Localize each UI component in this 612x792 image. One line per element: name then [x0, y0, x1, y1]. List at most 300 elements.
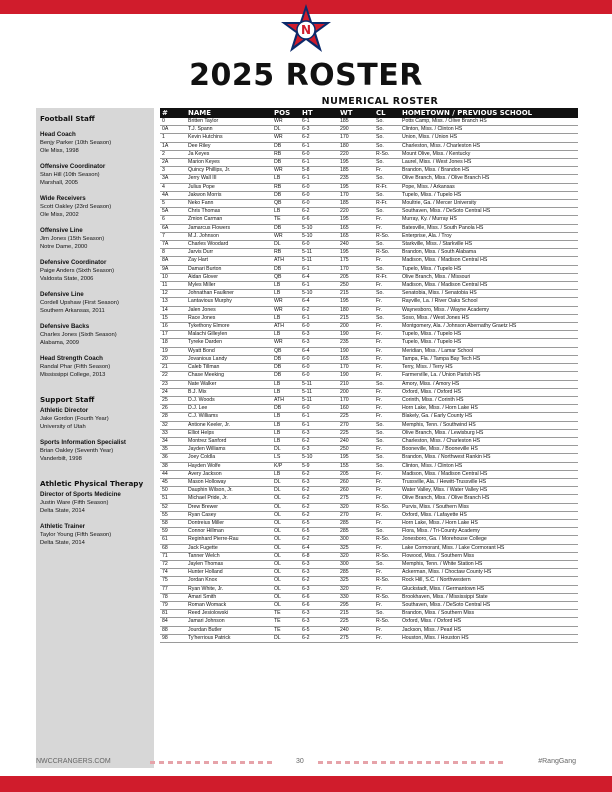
cell-position: TE: [272, 216, 300, 224]
table-row: [160, 626, 578, 634]
cell-class: R-So.: [374, 577, 400, 585]
cell-class: R-Fr.: [374, 183, 400, 191]
football-staff-heading: Football Staff: [40, 114, 95, 123]
cell-position: TE: [272, 618, 300, 626]
col-class: CL: [376, 109, 386, 117]
cell-height: 6-2: [300, 306, 338, 314]
cell-class: Fr.: [374, 323, 400, 331]
numerical-roster-table: [160, 108, 578, 643]
cell-number: 16: [160, 323, 186, 331]
cell-class: R-So.: [374, 249, 400, 257]
table-row: [160, 569, 578, 577]
cell-weight: 295: [338, 601, 374, 609]
table-row: [160, 552, 578, 560]
cell-class: So.: [374, 610, 400, 618]
cell-class: Fr.: [374, 487, 400, 495]
logo-letter: N: [300, 23, 312, 37]
cell-height: 6-1: [300, 118, 338, 126]
cell-number: 45: [160, 478, 186, 486]
cell-height: 6-0: [300, 323, 338, 331]
cell-class: Fr.: [374, 224, 400, 232]
cell-number: 2A: [160, 159, 186, 167]
cell-number: 23: [160, 380, 186, 388]
staff-role: Wide Receivers: [40, 195, 86, 202]
cell-number: 35: [160, 446, 186, 454]
table-row: [160, 437, 578, 445]
table-row: [160, 364, 578, 372]
cell-hometown: Tupelo, Miss. / Tupelo HS: [400, 191, 578, 199]
table-row: [160, 634, 578, 642]
cell-height: 6-2: [300, 536, 338, 544]
cell-position: LB: [272, 470, 300, 478]
cell-hometown: Meridian, Miss. / Lamar School: [400, 347, 578, 355]
table-row: [160, 200, 578, 208]
cell-number: 72: [160, 560, 186, 568]
cell-position: K/P: [272, 462, 300, 470]
footer-dash: [168, 761, 173, 764]
cell-height: 6-0: [300, 241, 338, 249]
cell-height: 6-3: [300, 478, 338, 486]
cell-weight: 185: [338, 167, 374, 175]
footer-dash: [381, 761, 386, 764]
cell-height: 6-0: [300, 364, 338, 372]
table-row: [160, 405, 578, 413]
cell-number: 74: [160, 569, 186, 577]
cell-name: D.J. Woods: [186, 396, 272, 404]
cell-hometown: Blakely, Ga. / Early County HS: [400, 413, 578, 421]
cell-height: 6-2: [300, 511, 338, 519]
cell-position: ATH: [272, 257, 300, 265]
cell-number: 84: [160, 618, 186, 626]
table-row: [160, 560, 578, 568]
table-row: [160, 167, 578, 175]
staff-name: Randal Phar (Fifth Season): [40, 364, 111, 370]
page-number: 30: [296, 758, 304, 765]
cell-number: 24: [160, 388, 186, 396]
cell-name: Dee Riley: [186, 142, 272, 150]
cell-height: 5-10: [300, 224, 338, 232]
table-row: [160, 585, 578, 593]
cell-number: 55: [160, 511, 186, 519]
cell-name: Race Jones: [186, 314, 272, 322]
cell-name: Tykethony Elmore: [186, 323, 272, 331]
footer-dash: [204, 761, 209, 764]
cell-number: 78: [160, 593, 186, 601]
table-row: [160, 118, 578, 126]
cell-number: 18: [160, 339, 186, 347]
staff-role: Defensive Backs: [40, 323, 90, 330]
cell-hometown: Rock Hill, S.C. / Northwestern: [400, 577, 578, 585]
roster-subtitle: NUMERICAL ROSTER: [321, 96, 439, 107]
cell-weight: 165: [338, 355, 374, 363]
cell-number: 61: [160, 536, 186, 544]
staff-role: Head Coach: [40, 131, 76, 138]
cell-hometown: Brandon, Miss. / Brandon HS: [400, 167, 578, 175]
cell-weight: 320: [338, 552, 374, 560]
staff-detail: Marshall, 2005: [40, 180, 79, 186]
table-row: [160, 478, 578, 486]
cell-class: Fr.: [374, 478, 400, 486]
cell-weight: 220: [338, 150, 374, 158]
cell-position: LB: [272, 290, 300, 298]
cell-number: 9A: [160, 265, 186, 273]
cell-class: R-Fr.: [374, 273, 400, 281]
cell-class: Fr.: [374, 257, 400, 265]
staff-name: Brian Oakley (Seventh Year): [40, 448, 114, 454]
table-row: [160, 208, 578, 216]
table-row: [160, 511, 578, 519]
athletic-physical-therapy-heading: Athletic Physical Therapy: [40, 479, 144, 488]
cell-position: OL: [272, 511, 300, 519]
cell-weight: 195: [338, 216, 374, 224]
cell-class: So.: [374, 208, 400, 216]
cell-height: 6-4: [300, 347, 338, 355]
cell-hometown: Gluckstadt, Miss. / Germantown HS: [400, 585, 578, 593]
cell-hometown: Oxford, Miss. / Oxford HS: [400, 388, 578, 396]
staff-role: Athletic Trainer: [40, 523, 86, 530]
cell-number: 10: [160, 273, 186, 281]
cell-height: 6-1: [300, 413, 338, 421]
cell-weight: 285: [338, 528, 374, 536]
cell-number: 52: [160, 503, 186, 511]
cell-hometown: Amory, Miss. / Amory HS: [400, 380, 578, 388]
cell-height: 6-2: [300, 495, 338, 503]
cell-weight: 225: [338, 618, 374, 626]
cell-class: So.: [374, 142, 400, 150]
footer-dash: [426, 761, 431, 764]
cell-number: 6A: [160, 224, 186, 232]
cell-height: 5-11: [300, 249, 338, 257]
footer-dash: [336, 761, 341, 764]
footer-dash: [318, 761, 323, 764]
cell-name: Tyreke Darden: [186, 339, 272, 347]
cell-weight: 185: [338, 200, 374, 208]
table-row: [160, 216, 578, 224]
table-row: [160, 232, 578, 240]
table-row: [160, 265, 578, 273]
cell-number: 36: [160, 454, 186, 462]
footer-dash: [444, 761, 449, 764]
cell-weight: 165: [338, 224, 374, 232]
cell-hometown: Clinton, Miss. / Clinton HS: [400, 462, 578, 470]
staff-detail: Southern Arkansas, 2011: [40, 308, 105, 314]
cell-weight: 330: [338, 593, 374, 601]
cell-number: 25: [160, 396, 186, 404]
cell-class: So.: [374, 126, 400, 134]
cell-height: 6-1: [300, 159, 338, 167]
cell-class: R-Fr.: [374, 200, 400, 208]
col-hometown: HOMETOWN / PREVIOUS SCHOOL: [402, 109, 533, 117]
cell-name: Caleb Tillman: [186, 364, 272, 372]
cell-position: OL: [272, 601, 300, 609]
staff-name: Scott Oakley (23rd Season): [40, 204, 112, 210]
footer-dash: [186, 761, 191, 764]
staff-detail: Notre Dame, 2000: [40, 244, 88, 250]
cell-hometown: Senatobia, Miss. / Senatobia HS: [400, 290, 578, 298]
cell-name: Jayden Williams: [186, 446, 272, 454]
cell-hometown: Olive Branch, Miss. / Olive Branch HS: [400, 175, 578, 183]
cell-hometown: Water Valley, Miss. / Water Valley HS: [400, 487, 578, 495]
cell-height: 5-11: [300, 380, 338, 388]
staff-role: Athletic Director: [40, 407, 89, 414]
staff-detail: Ole Miss, 1998: [40, 148, 79, 154]
footer-website: NWCCRANGERS.COM: [36, 758, 111, 765]
cell-number: 13: [160, 298, 186, 306]
cell-weight: 225: [338, 429, 374, 437]
cell-hometown: Trussville, Ala. / Hewitt-Trussville HS: [400, 478, 578, 486]
cell-name: Quincy Phillips, Jr.: [186, 167, 272, 175]
cell-name: Jovanious Landy: [186, 355, 272, 363]
cell-height: 6-5: [300, 528, 338, 536]
col-weight: WT: [340, 109, 353, 117]
table-row: [160, 142, 578, 150]
cell-position: WR: [272, 134, 300, 142]
cell-position: DB: [272, 142, 300, 150]
cell-hometown: Montgomery, Ala. / Johnson Abernathy Graetz HS: [400, 323, 578, 331]
cell-name: Dontreius Miller: [186, 519, 272, 527]
cell-weight: 170: [338, 396, 374, 404]
cell-name: Tanner Welch: [186, 552, 272, 560]
footer-dash: [327, 761, 332, 764]
footer-hashtag: #RangGang: [538, 758, 576, 765]
cell-number: 21: [160, 364, 186, 372]
table-row: [160, 191, 578, 199]
cell-number: 98: [160, 634, 186, 642]
cell-class: Fr.: [374, 282, 400, 290]
cell-name: C.J. Williams: [186, 413, 272, 421]
footer-dash: [195, 761, 200, 764]
staff-detail: Mississippi College, 2013: [40, 372, 106, 378]
star-n-logo-icon: [281, 2, 331, 58]
cell-name: D.J. Lee: [186, 405, 272, 413]
cell-position: OL: [272, 552, 300, 560]
cell-position: OL: [272, 560, 300, 568]
cell-class: Fr.: [374, 470, 400, 478]
table-row: [160, 413, 578, 421]
footer-dash: [462, 761, 467, 764]
cell-height: 6-1: [300, 265, 338, 273]
cell-height: 6-2: [300, 208, 338, 216]
cell-position: OL: [272, 519, 300, 527]
roster-body: [160, 118, 578, 643]
table-row: [160, 290, 578, 298]
cell-height: 6-4: [300, 298, 338, 306]
cell-class: R-So.: [374, 503, 400, 511]
cell-hometown: Jonesboro, Ga. / Morehouse College: [400, 536, 578, 544]
table-row: [160, 282, 578, 290]
cell-weight: 215: [338, 314, 374, 322]
cell-position: OL: [272, 536, 300, 544]
table-row: [160, 421, 578, 429]
cell-class: Fr.: [374, 585, 400, 593]
cell-name: Jakwon Morris: [186, 191, 272, 199]
cell-weight: 170: [338, 265, 374, 273]
cell-hometown: Oxford, Miss. / Lafayette HS: [400, 511, 578, 519]
cell-class: Fr.: [374, 634, 400, 642]
cell-number: 58: [160, 519, 186, 527]
cell-position: LB: [272, 413, 300, 421]
cell-class: Fr.: [374, 519, 400, 527]
staff-name: Stan Hill (10th Season): [40, 172, 100, 178]
cell-class: So.: [374, 560, 400, 568]
cell-hometown: Terry, Miss. / Terry HS: [400, 364, 578, 372]
cell-weight: 250: [338, 282, 374, 290]
cell-weight: 180: [338, 306, 374, 314]
cell-height: 5-10: [300, 454, 338, 462]
cell-name: Connor Hillman: [186, 528, 272, 536]
cell-position: LB: [272, 331, 300, 339]
cell-position: TE: [272, 610, 300, 618]
table-row: [160, 396, 578, 404]
footer-dash: [408, 761, 413, 764]
table-row: [160, 429, 578, 437]
cell-name: Amari Smith: [186, 593, 272, 601]
cell-weight: 320: [338, 585, 374, 593]
table-row: [160, 257, 578, 265]
cell-number: 50: [160, 487, 186, 495]
cell-height: 5-11: [300, 388, 338, 396]
table-row: [160, 528, 578, 536]
cell-name: Marion Keyes: [186, 159, 272, 167]
table-row: [160, 355, 578, 363]
cell-height: 6-3: [300, 569, 338, 577]
cell-height: 6-0: [300, 200, 338, 208]
cell-position: OL: [272, 495, 300, 503]
cell-weight: 240: [338, 626, 374, 634]
table-row: [160, 126, 578, 134]
cell-hometown: Southaven, Miss. / DeSoto Central HS: [400, 601, 578, 609]
cell-height: 6-3: [300, 331, 338, 339]
cell-height: 6-0: [300, 191, 338, 199]
cell-number: 22: [160, 372, 186, 380]
cell-position: ATH: [272, 396, 300, 404]
cell-number: 8A: [160, 257, 186, 265]
cell-hometown: Flora, Miss. / Tri-County Academy: [400, 528, 578, 536]
cell-weight: 240: [338, 241, 374, 249]
cell-name: Damari Burton: [186, 265, 272, 273]
cell-height: 6-3: [300, 618, 338, 626]
cell-position: LB: [272, 429, 300, 437]
cell-number: 32: [160, 421, 186, 429]
cell-class: So.: [374, 118, 400, 126]
table-row: [160, 601, 578, 609]
table-row: [160, 347, 578, 355]
cell-weight: 190: [338, 372, 374, 380]
cell-number: 81: [160, 610, 186, 618]
cell-hometown: Horn Lake, Miss. / Horn Lake HS: [400, 519, 578, 527]
footer-dash: [231, 761, 236, 764]
cell-name: Myles Miller: [186, 282, 272, 290]
table-row: [160, 577, 578, 585]
staff-name: Paige Anders (Sixth Season): [40, 268, 115, 274]
cell-weight: 185: [338, 118, 374, 126]
cell-height: 5-10: [300, 290, 338, 298]
table-row: [160, 372, 578, 380]
cell-name: Chase Meeking: [186, 372, 272, 380]
cell-class: Fr.: [374, 413, 400, 421]
table-row: [160, 339, 578, 347]
cell-class: Fr.: [374, 446, 400, 454]
cell-hometown: Batesville, Miss. / South Panola HS: [400, 224, 578, 232]
cell-name: Jamari Johnson: [186, 618, 272, 626]
cell-hometown: Charleston, Miss. / Charleston HS: [400, 142, 578, 150]
cell-name: B.J. Mix: [186, 388, 272, 396]
cell-height: 6-8: [300, 552, 338, 560]
cell-name: Michael Pride, Jr.: [186, 495, 272, 503]
cell-class: So.: [374, 380, 400, 388]
cell-number: 1: [160, 134, 186, 142]
cell-weight: 195: [338, 159, 374, 167]
table-row: [160, 618, 578, 626]
cell-class: Fr.: [374, 347, 400, 355]
cell-hometown: Houston, Miss. / Houston HS: [400, 634, 578, 642]
cell-class: Fr.: [374, 167, 400, 175]
cell-hometown: Flowood, Miss. / Southern Miss: [400, 552, 578, 560]
cell-position: OL: [272, 528, 300, 536]
cell-hometown: Potts Camp, Miss. / Olive Branch HS: [400, 118, 578, 126]
cell-height: 6-5: [300, 519, 338, 527]
cell-name: Jourdan Butler: [186, 626, 272, 634]
cell-hometown: Clinton, Miss. / Clinton HS: [400, 126, 578, 134]
cell-position: ATH: [272, 323, 300, 331]
bottom-red-band: [0, 776, 612, 792]
cell-name: Joey Coldla: [186, 454, 272, 462]
cell-hometown: Ackerman, Miss. / Choctaw County HS: [400, 569, 578, 577]
cell-height: 6-3: [300, 560, 338, 568]
cell-hometown: Memphis, Tenn. / White Station HS: [400, 560, 578, 568]
cell-name: Zay Hart: [186, 257, 272, 265]
cell-position: LB: [272, 175, 300, 183]
cell-name: Mason Holloway: [186, 478, 272, 486]
cell-weight: 325: [338, 577, 374, 585]
cell-class: Fr.: [374, 601, 400, 609]
cell-hometown: Union, Miss. / Union HS: [400, 134, 578, 142]
cell-class: Fr.: [374, 298, 400, 306]
cell-weight: 205: [338, 273, 374, 281]
cell-position: DB: [272, 224, 300, 232]
cell-name: T.J. Spann: [186, 126, 272, 134]
staff-role: Head Strength Coach: [40, 355, 103, 362]
cell-class: So.: [374, 265, 400, 273]
staff-name: Taylor Young (Fifth Season): [40, 532, 112, 538]
footer-dash: [150, 761, 155, 764]
cell-hometown: Brandon, Miss. / Northwest Rankin HS: [400, 454, 578, 462]
cell-hometown: Olive Branch, Miss. / Olive Branch HS: [400, 495, 578, 503]
cell-class: So.: [374, 241, 400, 249]
cell-weight: 160: [338, 405, 374, 413]
cell-number: 5: [160, 200, 186, 208]
footer-dash: [267, 761, 272, 764]
cell-height: 6-0: [300, 183, 338, 191]
cell-name: Lantavious Murphy: [186, 298, 272, 306]
cell-hometown: Jackson, Miss. / Pearl HS: [400, 626, 578, 634]
cell-number: 71: [160, 552, 186, 560]
cell-height: 6-3: [300, 446, 338, 454]
cell-weight: 285: [338, 519, 374, 527]
cell-hometown: Mount Olive, Miss. / Kentucky: [400, 150, 578, 158]
cell-name: Antione Keeler, Jr.: [186, 421, 272, 429]
cell-position: DL: [272, 478, 300, 486]
cell-name: Hunter Holland: [186, 569, 272, 577]
cell-class: So.: [374, 454, 400, 462]
footer-dashes-right: [318, 761, 508, 765]
cell-position: LB: [272, 388, 300, 396]
cell-weight: 215: [338, 610, 374, 618]
cell-name: Johnathan Faulkner: [186, 290, 272, 298]
table-row: [160, 446, 578, 454]
cell-name: Jerry Wall III: [186, 175, 272, 183]
cell-height: 6-1: [300, 282, 338, 290]
